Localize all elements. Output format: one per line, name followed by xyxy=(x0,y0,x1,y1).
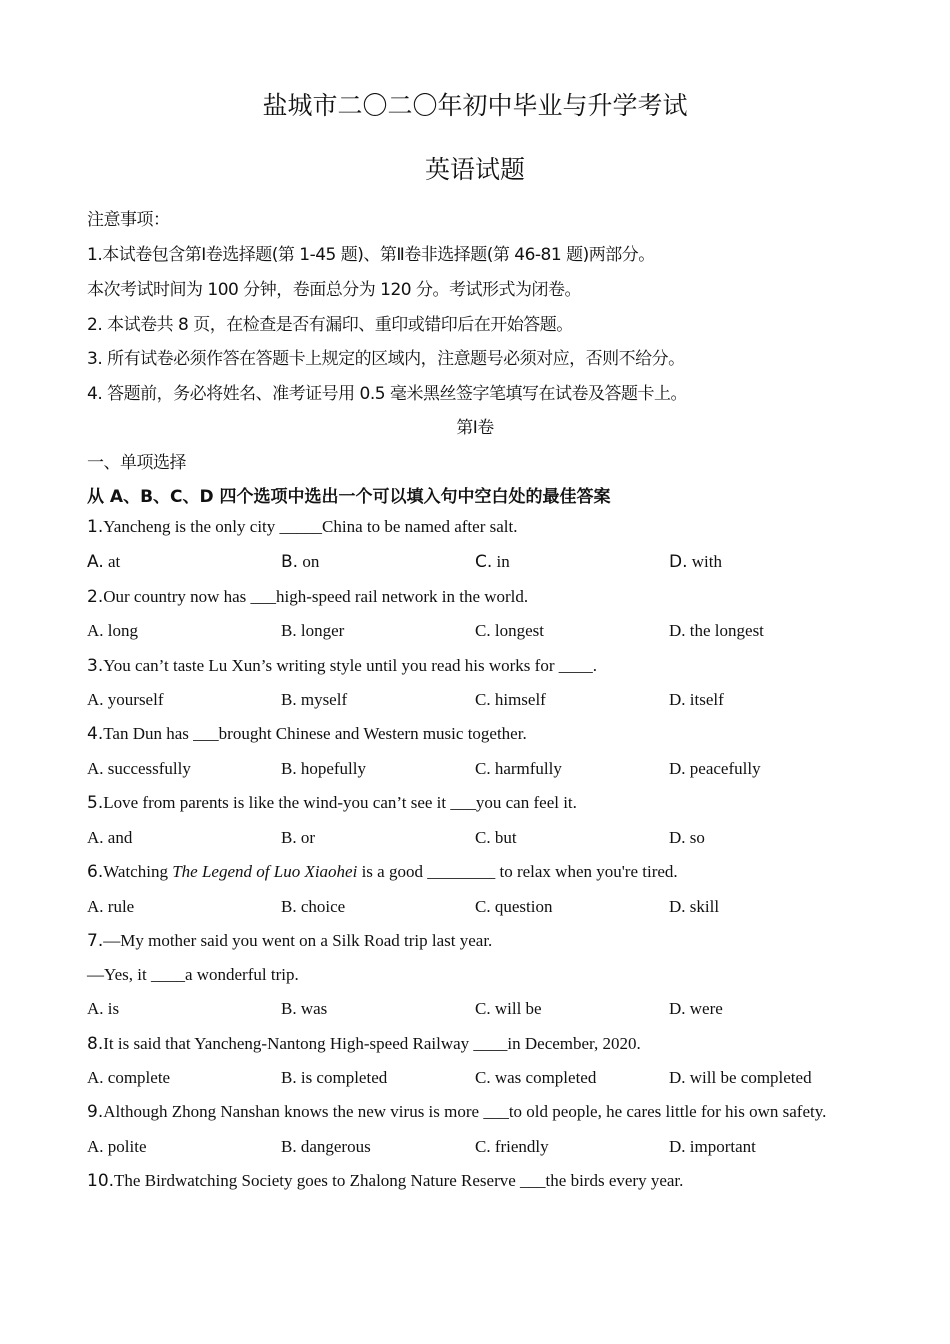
question-number: 2. xyxy=(87,587,104,607)
option-b: B. hopefully xyxy=(281,759,366,778)
question-number: 4. xyxy=(87,724,104,744)
option-c: C. in xyxy=(475,552,510,572)
option-d: D. important xyxy=(669,1137,756,1156)
option-b: B. was xyxy=(281,999,328,1018)
section-instruction: 从 A、B、C、D 四个选项中选出一个可以填入句中空白处的最佳答案 xyxy=(87,487,611,507)
option-b: B. choice xyxy=(281,897,346,916)
option-c: C. question xyxy=(475,897,553,916)
volume-heading: 第Ⅰ卷 xyxy=(456,418,494,438)
question-text: Yancheng is the only city xyxy=(103,517,280,536)
question-text: The Birdwatching Society goes to Zhalong Nature Reserve xyxy=(114,1171,521,1190)
option-a: A. successfully xyxy=(87,759,191,778)
question-number: 9. xyxy=(87,1102,104,1122)
options-row xyxy=(87,828,887,850)
answer-blank: ____ xyxy=(473,1034,508,1053)
question-number: 10. xyxy=(87,1171,115,1191)
question-number: 6. xyxy=(87,862,104,882)
options-row xyxy=(87,897,887,919)
question-text: —My mother said you went on a Silk Road trip last year. xyxy=(103,931,493,950)
option-a: A. polite xyxy=(87,1137,147,1156)
answer-blank: _____ xyxy=(279,517,323,536)
question-text: Our country now has xyxy=(103,587,251,606)
question-number: 1. xyxy=(87,517,104,537)
option-a: A. and xyxy=(87,828,133,847)
option-b: B. or xyxy=(281,828,316,847)
question-9 xyxy=(87,1102,826,1122)
answer-blank: ____ xyxy=(150,965,185,984)
question-text: a wonderful trip. xyxy=(184,965,299,984)
question-4 xyxy=(87,724,527,744)
option-b: B. dangerous xyxy=(281,1137,371,1156)
question-7-reply xyxy=(87,965,299,985)
question-1 xyxy=(87,517,517,537)
note-item: 3. 所有试卷必须作答在答题卡上规定的区域内，注意题号必须对应，否则不给分。 xyxy=(87,349,685,369)
option-b: B. is completed xyxy=(281,1068,388,1087)
question-text: in December, 2020. xyxy=(507,1034,641,1053)
option-a: A. rule xyxy=(87,897,135,916)
options-row xyxy=(87,999,887,1021)
question-6 xyxy=(87,862,678,882)
option-a: A. yourself xyxy=(87,690,164,709)
question-text: Although Zhong Nanshan knows the new virus is more xyxy=(103,1102,484,1121)
answer-blank: ___ xyxy=(520,1171,546,1190)
question-2 xyxy=(87,587,528,607)
option-d: D. peacefully xyxy=(669,759,761,778)
options-row xyxy=(87,759,887,781)
option-d: D. will be completed xyxy=(669,1068,812,1087)
option-c: C. will be xyxy=(475,999,542,1018)
answer-blank: ___ xyxy=(250,587,277,606)
option-c: C. but xyxy=(475,828,517,847)
question-5 xyxy=(87,793,577,813)
question-text: is a good xyxy=(357,862,428,881)
question-text: high-speed rail network in the world. xyxy=(276,587,529,606)
question-number: 3. xyxy=(87,656,104,676)
book-title: The Legend of Luo Xiaohei xyxy=(172,862,358,881)
option-d: D. skill xyxy=(669,897,720,916)
option-d: D. the longest xyxy=(669,621,764,640)
part-heading: 一、单项选择 xyxy=(87,453,186,473)
answer-blank: ___ xyxy=(450,793,476,812)
question-text: . xyxy=(592,656,597,675)
question-text: You can’t taste Lu Xun’s writing style until you read his works for xyxy=(103,656,559,675)
question-text: China to be named after salt. xyxy=(322,517,518,536)
note-item: 1.本试卷包含第Ⅰ卷选择题(第 1-45 题)、第Ⅱ卷非选择题(第 46-81 题)两部分。 xyxy=(87,245,655,265)
options-row xyxy=(87,552,887,574)
options-row xyxy=(87,621,887,643)
answer-blank: ___ xyxy=(483,1102,509,1121)
question-8 xyxy=(87,1034,641,1054)
exam-subtitle: 英语试题 xyxy=(424,155,525,184)
option-b: B. myself xyxy=(281,690,348,709)
option-d: D. were xyxy=(669,999,723,1018)
option-c: C. harmfully xyxy=(475,759,562,778)
options-row xyxy=(87,1068,887,1090)
question-text: brought Chinese and Western music together. xyxy=(218,724,527,743)
answer-blank: ___ xyxy=(193,724,219,743)
question-text: Tan Dun has xyxy=(103,724,194,743)
question-text: to relax when you're tired. xyxy=(495,862,678,881)
question-number: 5. xyxy=(87,793,104,813)
option-a: A. at xyxy=(87,552,121,572)
option-c: C. longest xyxy=(475,621,544,640)
question-text: It is said that Yancheng-Nantong High-speed Railway xyxy=(103,1034,474,1053)
option-c: C. friendly xyxy=(475,1137,549,1156)
option-a: A. long xyxy=(87,621,139,640)
answer-blank: ____ xyxy=(558,656,593,675)
note-item: 2. 本试卷共 8 页，在检查是否有漏印、重印或错印后在开始答题。 xyxy=(87,315,573,335)
question-3 xyxy=(87,656,597,676)
question-text: Love from parents is like the wind-you can’t see it xyxy=(103,793,451,812)
option-a: A. complete xyxy=(87,1068,171,1087)
question-10 xyxy=(87,1171,683,1191)
option-c: C. himself xyxy=(475,690,546,709)
question-number: 7. xyxy=(87,931,104,951)
note-item: 本次考试时间为 100 分钟，卷面总分为 120 分。考试形式为闭卷。 xyxy=(87,280,582,300)
options-row xyxy=(87,1137,887,1159)
option-c: C. was completed xyxy=(475,1068,597,1087)
question-text: you can feel it. xyxy=(475,793,577,812)
options-row xyxy=(87,690,887,712)
question-text: Watching xyxy=(103,862,173,881)
question-text: —Yes, it xyxy=(87,965,151,984)
question-text: to old people, he cares little for his own safety. xyxy=(508,1102,827,1121)
option-a: A. is xyxy=(87,999,120,1018)
question-7 xyxy=(87,931,492,951)
question-number: 8. xyxy=(87,1034,104,1054)
option-b: B. longer xyxy=(281,621,345,640)
option-d: D. itself xyxy=(669,690,724,709)
option-d: D. so xyxy=(669,828,705,847)
notes-heading: 注意事项： xyxy=(87,210,170,230)
answer-blank: ________ xyxy=(427,862,496,881)
note-item: 4. 答题前，务必将姓名、准考证号用 0.5 毫米黑丝签字笔填写在试卷及答题卡上。 xyxy=(87,384,687,404)
exam-title: 盐城市二〇二〇年初中毕业与升学考试 xyxy=(262,91,688,120)
option-b: B. on xyxy=(281,552,320,572)
option-d: D. with xyxy=(669,552,722,572)
question-text: the birds every year. xyxy=(545,1171,684,1190)
